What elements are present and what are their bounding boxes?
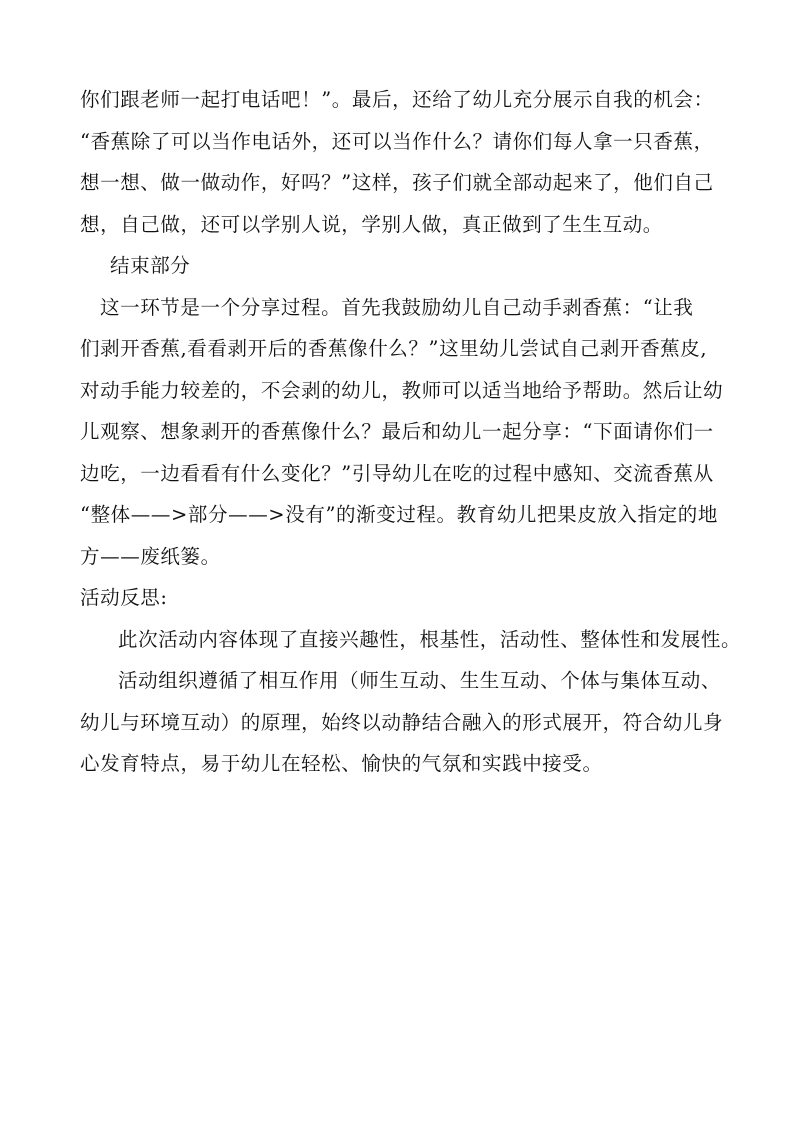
paragraph-activity-continuation — [80, 79, 720, 245]
section-heading-reflection: 活动反思: — [80, 586, 168, 609]
paragraph-reflection-summary — [80, 619, 742, 661]
document-body — [80, 79, 742, 785]
paragraph-reflection-detail — [80, 660, 724, 785]
text-line: 这一环节是一个分享过程。首先我鼓励幼儿自己动手剥香蕉：“让我 — [100, 295, 694, 319]
text-line: 方——废纸篓。 — [80, 544, 221, 568]
text-line: “整体——>部分——>没有”的渐变过程。教育幼儿把果皮放入指定的地 — [80, 503, 718, 526]
text-line: 想，自己做，还可以学别人说，学别人做，真正做到了生生互动。 — [80, 212, 663, 236]
text-line: 活动组织遵循了相互作用（师生互动、生生互动、个体与集体互动、 — [118, 669, 722, 692]
text-line: 想一想、做一做动作，好吗？”这样，孩子们就全部动起来了，他们自己 — [80, 171, 714, 194]
text-line: 边吃，一边看看有什么变化？”引导幼儿在吃的过程中感知、交流香蕉从 — [80, 461, 714, 485]
text-line: “香蕉除了可以当作电话外，还可以当作什么？请你们每人拿一只香蕉， — [80, 129, 714, 153]
text-line: 儿观察、想象剥开的香蕉像什么？最后和幼儿一起分享：“下面请你们一 — [80, 420, 714, 443]
section-heading-ending: 结束部分 — [110, 254, 191, 277]
paragraph-ending-section — [80, 287, 724, 578]
text-line: 对动手能力较差的，不会剥的幼儿，教师可以适当地给予帮助。然后让幼 — [80, 378, 724, 402]
text-line: 你们跟老师一起打电话吧！”。最后，还给了幼儿充分展示自我的机会： — [80, 88, 714, 111]
text-line: 此次活动内容体现了直接兴趣性，根基性，活动性、整体性和发展性。 — [118, 627, 742, 651]
text-line: 幼儿与环境互动）的原理，始终以动静结合融入的形式展开，符合幼儿身 — [80, 710, 724, 734]
text-line: 们剥开香蕉,看看剥开后的香蕉像什么？”这里幼儿尝试自己剥开香蕉皮, — [80, 337, 708, 360]
text-line: 心发育特点，易于幼儿在轻松、愉快的气氛和实践中接受。 — [80, 752, 603, 775]
